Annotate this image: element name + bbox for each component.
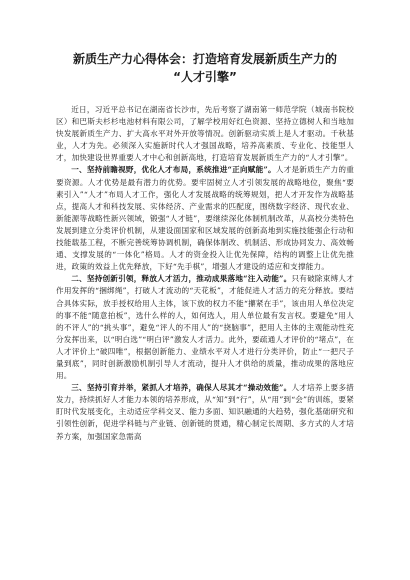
section-3-paragraph — [56, 382, 354, 442]
section-2-text: 只有破除束缚人才作用发挥的“捆绑绳”，打破人才流动的“天花板”，才能促进人才活力的充分释放。要结合具体实际，放手授权给用人主体，该下放的权力不能“攥紧在手”，该由用人单位决定的事不能“随意拍板”，选什么样的人，如何选人，用人单位最有发言权。要避免“用人的不评人”的“挑头事”，避免“评人的不用人”的“挠脑事”，把用人主体的主观能动性充分发挥出来，以“明白选”“明白评”激发人才活力。此外，要疏通人才评价的“堵点”，在人才评价上“破四唯”，根据创新能力、业绩水平对人才进行分类评价，防止“一把尺子量到底”，同时创新激励机制引导人才流动，提升人才供给的质量，推动成果的落地应用。 — [56, 274, 354, 381]
intro-paragraph: 近日，习近平总书记在湖南省长沙市，先后考察了湖南第一师范学院（城南书院校区）和巴斯夫杉杉电池材料有限公司，了解学校用好红色资源、坚持立德树人和当地加快发展新质生产力、扩大高水平对外开放等情况。创新驱动实质上是人才驱动。千秋基业，人才为先。必须深入实施新时代人才强国战略，培养高素质、专业化、技能型人才，加快建设世界重要人才中心和创新高地，打造培育发展新质生产力的“人才引擎”。 — [56, 105, 354, 163]
title-line-1: 新质生产力心得体会：打造培育发展新质生产力的 — [72, 52, 337, 66]
document-body — [56, 104, 354, 443]
section-1-text: 人才是新质生产力的重要资源。人才优势是最有潜力的优势。要牢固树立人才引领发展的战略地位，聚焦“要素引入”“人才”布局人才工作，强化人才发展战略的统筹规划，把人才开发作为战略基点，提高人才和科技发展、实体经济、产业需求的匹配度，围绕数字经济、现代农业、新能源等战略性新兴领域，锻强“人才链”，要继续深化体制机制改革，从高校分类特色发展到建立分类评价机制，从建设面国家和区域发展的创新高地到实施技能强企行动和技能载基工程，不断完善统筹协调机制，确保体制改、机制活、形成协同发力、高效畅通、支撑发展的“一体化”格局。人才的资金投入让优先保障，结构的调整上让优先推进，政策的效益上优先释放，下好“先手棋”，增强人才建设的适应和支撑能力。 — [56, 165, 355, 272]
section-2-heading: 二、坚持创新引领，释放人才活力，推动成果落地“注入动能”。 — [71, 274, 292, 284]
section-1-paragraph — [56, 164, 354, 273]
section-2-paragraph — [56, 273, 354, 382]
section-3-text: 人才培养上要多措发力，持续抓好人才能力本领的培养形成，从“知”到“行”，从“用”到“会”的训练，要紧盯时代发展变化，主动适应学科交叉、能力多面、知识融通的大趋势，强化基础研究和引领性创新，促进学科链与产业链、创新链的贯通，精心制定长周期、多方式的人才培养方案，加强国家急需高 — [56, 383, 354, 441]
title-line-2: “人才引擎” — [173, 70, 237, 84]
section-1-heading: 一、坚持前瞻视野，优化人才布局，系统推进“正向赋能”。 — [71, 165, 276, 175]
section-3-heading: 三、坚持引育并举，紧抓人才培养，确保人尽其才“操动效能”。 — [71, 383, 292, 393]
document-title — [56, 50, 354, 86]
